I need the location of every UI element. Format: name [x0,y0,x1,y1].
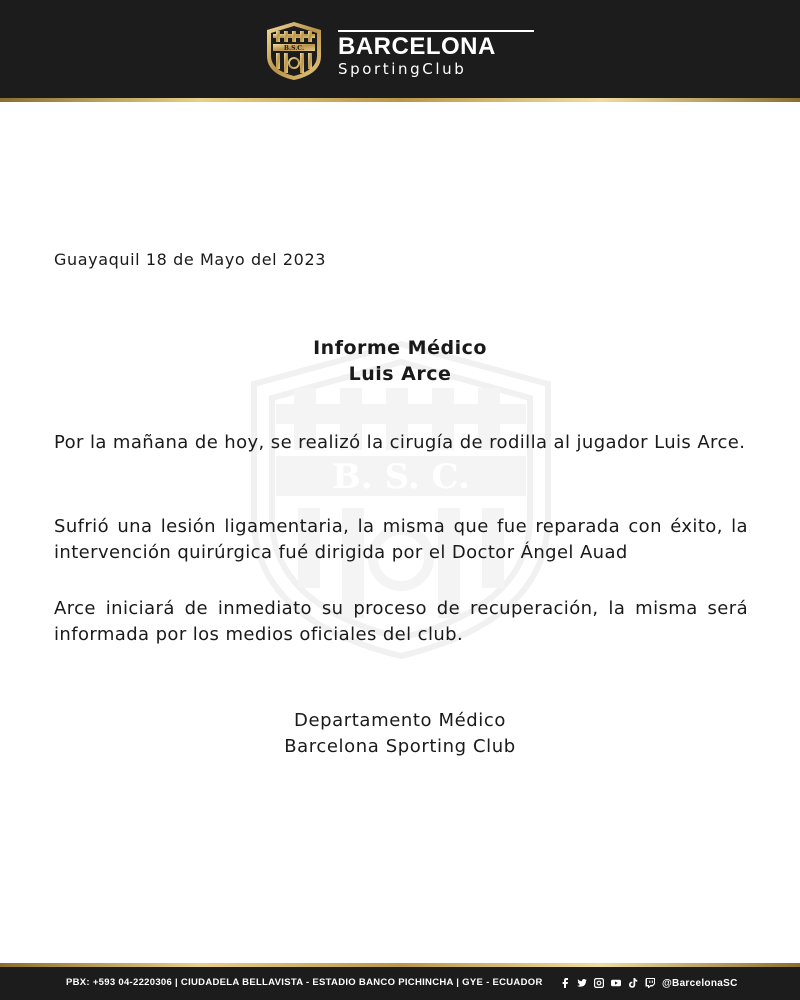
gold-divider-top [0,98,800,102]
twitter-icon[interactable] [577,978,587,988]
paragraph-surgery: Por la mañana de hoy, se realizó la cirugía de rodilla al jugador Luis Arce. [54,432,746,453]
title-line-report: Informe Médico [313,337,487,359]
brand-subtitle: SportingClub [338,60,467,78]
instagram-icon[interactable] [594,978,604,988]
letter-title [0,335,800,387]
facebook-icon[interactable] [560,978,570,988]
signature-department: Departamento Médico [293,710,507,731]
signature-club: Barcelona Sporting Club [284,736,516,757]
tiktok-icon[interactable] [628,978,638,988]
bsc-crest-logo [263,20,325,82]
brand-name: BARCELONA [338,30,534,60]
letter-date: Guayaquil 18 de Mayo del 2023 [54,250,327,269]
signature-block [0,708,800,760]
title-line-player: Luis Arce [348,363,452,385]
svg-text:B.S.C.: B.S.C. [283,45,305,52]
paragraph-injury: Sufrió una lesión ligamentaria, la misma que fue reparada con éxito, la intervención quirúrgica fué dirigida por el Doctor Ángel Auad [54,516,748,563]
youtube-icon[interactable] [611,978,621,988]
header-bar [0,0,800,98]
social-links [560,975,738,991]
brand-wordmark [338,30,538,78]
social-handle[interactable]: @BarcelonaSC [662,977,738,989]
svg-text:B. S. C.: B. S. C. [332,457,470,497]
paragraph-recovery: Arce iniciará de inmediato su proceso de recuperación, la misma será informada por los medios oficiales del club. [54,598,748,645]
footer-contact-info: PBX: +593 04-2220306 | CIUDADELA BELLAVISTA - ESTADIO BANCO PICHINCHA | GYE - ECUADOR [66,977,543,988]
footer-bar [0,967,800,1000]
twitch-icon[interactable] [645,978,655,988]
